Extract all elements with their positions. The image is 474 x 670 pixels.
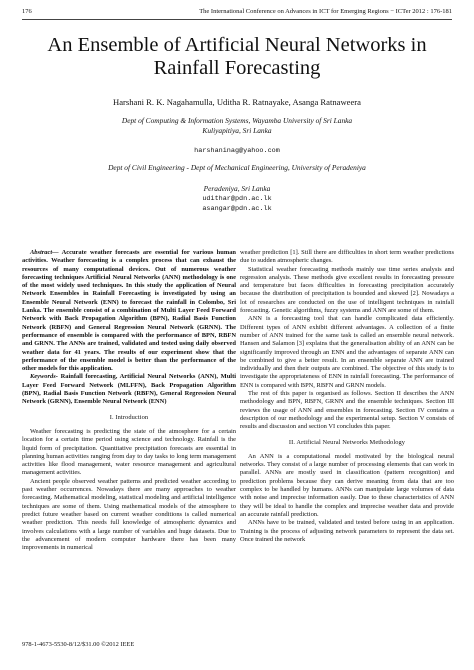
keywords-text: Rainfall forecasting, Artificial Neural Networks (ANN), Multi Layer Feed Forward Network (MLFFN), Back Propagation Algorithm (BPN), Radial Basis Function Network (RBFN), General Regression Neural Network (GRNN), Ensemble Neural Network (ENN)	[22, 373, 236, 406]
title-line-1: An Ensemble of Artificial Neural Networks in	[47, 34, 427, 56]
keywords	[22, 373, 236, 406]
right-paragraph-4: The rest of this paper is organised as follows. Section II describes the ANN methodology and BPN, RBFN, GRNN and the ensemble techniques. Section III reviews the usage of ANN and ensembles in forecasting. Section IV contains a description of our methodology and the experimental setup. Section V consists of results and discussion and section VI concludes this paper.	[240, 390, 454, 431]
email-1[interactable]: harshaninag@yahoo.com	[194, 147, 280, 155]
running-head: The International Conference on Advances in ICT for Emerging Regions − ICTer 2012 : 176-181	[199, 8, 452, 15]
title-line-2: Rainfall Forecasting	[153, 57, 321, 79]
email-2[interactable]: udithar@pdn.ac.lk	[202, 195, 272, 203]
abstract-text: Accurate weather forecasts are essential for various human activities. Weather forecasting is a complex process that can exhaust the resources of many computational devices. Out of numerous weather forecasting techniques Artificial Neural Networks (ANN) methodology is one of the most widely used techniques. In this study the application of Neural Network Ensembles in Rainfall Forecasting is investigated by using an Ensemble Neural Network (ENN) to forecast the rainfall in Colombo, Sri Lanka. The ensemble consist of a combination of Multi Layer Feed Forward Network with Back Propagation Algorithm (BPN), Radial Basis Function Network (RBFN) and General Regression Neural Network (GRNN). The performance of ensemble is compared with the performance of BPN, RBFN and GRNN. The ANNs are trained, validated and tested using daily observed weather data for 41 years. The results of our experiment show that the performance of the ensemble model is better than the performance of the other models for this application.	[22, 249, 236, 373]
authors: Harshani R. K. Nagahamulla, Uditha R. Ratnayake, Asanga Ratnaweera	[113, 97, 361, 107]
affiliation-2: Dept of Civil Engineering - Dept of Mechanical Engineering, University of Peradeniya	[108, 163, 366, 172]
header-rule	[22, 19, 452, 20]
email-3[interactable]: asangar@pdn.ac.lk	[202, 205, 272, 213]
affiliation-1	[30, 116, 444, 136]
intro-paragraph-2: Ancient people observed weather patterns and predicted weather according to past weather occurrences. Nowadays there are many approaches to weather forecasting. Mathematical modeling, statistical modeling and artificial intelligence techniques are some of them. Using mathematical models of the atmosphere to predict future weather based on current weather conditions is called numerical weather prediction. This needs full knowledge of atmospheric dynamics and involves calculations with a large number of variables and huge datasets. Due to the advancement of modern computer hardware there has been many improvements in numerical	[22, 477, 236, 552]
copyright-footer: 978-1-4673-5530-8/12/$31.00 ©2012 IEEE	[22, 641, 135, 648]
right-paragraph-2: Statistical weather forecasting methods mainly use time series analysis and regression analysis. These methods give excellent results in forecasting pressure and temperature but faces difficulties in forecasting precipitation accurately because the distribution of precipitation is bounded and skewed [2]. Nowadays a lot of researches are conducted on the use of intelligent techniques in rainfall forecasting. Genetic algorithms, fuzzy systems and ANN are some of them.	[240, 265, 454, 315]
affiliation-1-line-2: Kuliyapitiya, Sri Lanka	[202, 126, 272, 135]
left-column	[22, 249, 236, 552]
right-paragraph-1: weather prediction [1]. Still there are difficulties in short term weather predictions due to sudden atmospheric changes.	[240, 249, 454, 265]
page-number: 176	[22, 8, 32, 15]
right-paragraph-3: ANN is a forecasting tool that can handle complicated data efficiently. Different types of ANN exhibit different advantages. A collection of a finite number of ANN trained for the same task is called an ensemble neural network. Hansen and Salamon [3] explains that the generalisation ability of an ANN can be significantly improved through an ENN and the advantages of separate ANN can be combined to give a better result. In an ensemble separate ANN are trained individually and then their outputs are combined. The objective of this study is to investigate the appropriateness of ENN in rainfall forecasting. The performance of ENN is compared with BPN, RBFN and GRNN models.	[240, 315, 454, 389]
affiliation-1-line-1: Dept of Computing & Information Systems, Wayamba University of Sri Lanka	[121, 116, 353, 125]
abstract-label: Abstract—	[30, 249, 59, 256]
section-1-heading: I. Introduction	[109, 413, 149, 421]
right-paragraph-6: ANNs have to be trained, validated and tested before using in an application. Training is the process of adjusting network parameters to represent the data set. Once trained the network	[240, 519, 454, 543]
section-2-heading: II. Artificial Neural Networks Methodology	[288, 438, 406, 446]
abstract	[22, 249, 236, 373]
keywords-label: Keywords-	[30, 373, 58, 381]
right-paragraph-5: An ANN is a computational model motivated by the biological neural networks. They consist of a large number of processing elements that can work in parallel. ANNs are mostly used in classification (pattern recognition) and prediction problems because they can derive meaning from data that are too complex to be handled by humans. ANNs can manipulate large volumes of data with noise and imprecise information easily. Due to these characteristics of ANN they will be ideal to handle the complex and imprecise weather data and provide an accurate rainfall prediction.	[240, 452, 454, 518]
affiliation-2-city: Peradeniya, Sri Lanka	[203, 184, 271, 193]
paper-title	[30, 34, 444, 80]
intro-paragraph-1: Weather forecasting is predicting the state of the atmosphere for a certain location for a certain time period using science and technology. Rainfall is the liquid form of precipitation. Quantitative precipitation forecasts are essential in planning human activities ranging from day to day tasks to long term management activities like flood management, water resource management and agricultural management activities.	[22, 427, 236, 477]
right-column	[240, 249, 454, 544]
